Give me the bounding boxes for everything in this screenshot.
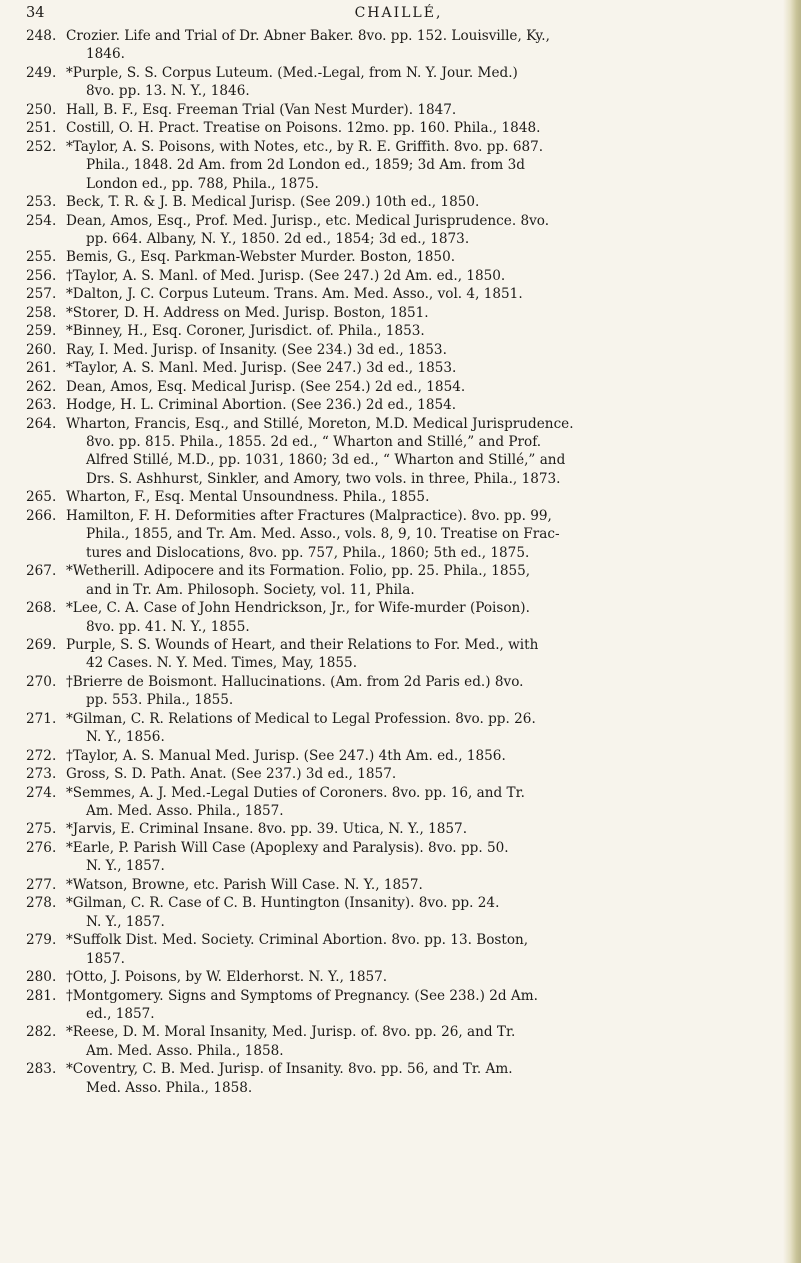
entry-continuation-line: and in Tr. Am. Philosoph. Society, vol. 11, Phila. — [86, 581, 415, 598]
bibliography-entry — [26, 636, 768, 673]
entry-number: 266. — [26, 507, 57, 524]
bibliography-entry — [26, 396, 768, 414]
entry-number: 272. — [26, 747, 57, 764]
bibliography-entry — [26, 341, 768, 359]
bibliography-entry — [26, 931, 768, 968]
entry-number: 279. — [26, 932, 57, 949]
bibliography-entry — [26, 378, 768, 396]
entry-text — [66, 285, 768, 303]
bibliography-entry — [26, 27, 768, 64]
entry-line: Wharton, F., Esq. Mental Unsoundness. Phila., 1855. — [66, 489, 430, 506]
entry-line: *Jarvis, E. Criminal Insane. 8vo. pp. 39. Utica, N. Y., 1857. — [66, 821, 468, 838]
entry-continuation-line: Med. Asso. Phila., 1858. — [86, 1079, 253, 1096]
entry-line: Hamilton, F. H. Deformities after Fractures (Malpractice). 8vo. pp. 99, — [66, 507, 552, 524]
entry-text — [66, 710, 768, 747]
bibliography-entry — [26, 138, 768, 193]
entry-number: 256. — [26, 267, 57, 284]
entry-continuation-line: London ed., pp. 788, Phila., 1875. — [86, 175, 319, 192]
entry-number: 248. — [26, 28, 57, 44]
bibliography-list — [26, 27, 768, 1097]
entry-number: 261. — [26, 360, 57, 377]
entry-text — [66, 839, 768, 876]
entry-text — [66, 599, 768, 636]
entry-continuation-line: pp. 553. Phila., 1855. — [86, 692, 234, 709]
bibliography-entry — [26, 839, 768, 876]
entry-line: †Montgomery. Signs and Symptoms of Pregnancy. (See 238.) 2d Am. — [66, 987, 538, 1004]
entry-text — [66, 673, 768, 710]
entry-line: Gross, S. D. Path. Anat. (See 237.) 3d ed., 1857. — [66, 766, 397, 783]
entry-text — [66, 987, 768, 1024]
entry-text — [66, 64, 768, 101]
entry-line: †Brierre de Boismont. Hallucinations. (Am. from 2d Paris ed.) 8vo. — [66, 673, 524, 690]
entry-text — [66, 820, 768, 838]
entry-line: *Semmes, A. J. Med.-Legal Duties of Coroners. 8vo. pp. 16, and Tr. — [66, 784, 525, 801]
entry-line: †Otto, J. Poisons, by W. Elderhorst. N. Y., 1857. — [66, 969, 388, 986]
bibliography-entry — [26, 673, 768, 710]
bibliography-entry — [26, 876, 768, 894]
bibliography-entry — [26, 285, 768, 303]
bibliography-entry — [26, 488, 768, 506]
bibliography-entry — [26, 193, 768, 211]
bibliography-entry — [26, 747, 768, 765]
entry-line: Crozier. Life and Trial of Dr. Abner Baker. 8vo. pp. 152. Louisville, Ky., — [66, 28, 550, 44]
entry-text — [66, 415, 768, 489]
entry-line: Ray, I. Med. Jurisp. of Insanity. (See 234.) 3d ed., 1853. — [66, 341, 447, 358]
entry-continuation-line: 8vo. pp. 815. Phila., 1855. 2d ed., “ Wharton and Stillé,” and Prof. — [86, 433, 542, 450]
entry-line: Dean, Amos, Esq., Prof. Med. Jurisp., etc. Medical Jurisprudence. 8vo. — [66, 212, 550, 229]
entry-text — [66, 894, 768, 931]
entry-text — [66, 396, 768, 414]
entry-number: 264. — [26, 415, 57, 432]
running-head: CHAILLÉ, — [354, 5, 443, 21]
entry-line: Wharton, Francis, Esq., and Stillé, Moreton, M.D. Medical Jurisprudence. — [66, 415, 574, 432]
entry-line: *Dalton, J. C. Corpus Luteum. Trans. Am. Med. Asso., vol. 4, 1851. — [66, 286, 523, 303]
bibliography-entry — [26, 119, 768, 137]
entry-text — [66, 212, 768, 249]
entry-text — [66, 636, 768, 673]
entry-text — [66, 304, 768, 322]
entry-line: *Gilman, C. R. Case of C. B. Huntington (Insanity). 8vo. pp. 24. — [66, 895, 500, 912]
entry-number: 280. — [26, 969, 57, 986]
entry-number: 250. — [26, 101, 57, 118]
entry-line: *Reese, D. M. Moral Insanity, Med. Jurisp. of. 8vo. pp. 26, and Tr. — [66, 1024, 516, 1041]
entry-text — [66, 876, 768, 894]
bibliography-entry — [26, 710, 768, 747]
entry-number: 268. — [26, 600, 57, 617]
bibliography-entry — [26, 64, 768, 101]
entry-text — [66, 931, 768, 968]
entry-line: *Wetherill. Adipocere and its Formation. Folio, pp. 25. Phila., 1855, — [66, 563, 531, 580]
entry-line: Beck, T. R. & J. B. Medical Jurisp. (See 209.) 10th ed., 1850. — [66, 194, 480, 211]
entry-continuation-line: 1846. — [86, 46, 125, 63]
entry-number: 269. — [26, 636, 57, 653]
entry-text — [66, 138, 768, 193]
entry-continuation-line: Drs. S. Ashhurst, Sinkler, and Amory, two vols. in three, Phila., 1873. — [86, 470, 561, 487]
bibliography-entry — [26, 1060, 768, 1097]
entry-number: 259. — [26, 323, 57, 340]
entry-continuation-line: pp. 664. Albany, N. Y., 1850. 2d ed., 1854; 3d ed., 1873. — [86, 230, 470, 247]
bibliography-entry — [26, 765, 768, 783]
bibliography-entry — [26, 987, 768, 1024]
bibliography-entry — [26, 599, 768, 636]
entry-continuation-line: Phila., 1855, and Tr. Am. Med. Asso., vols. 8, 9, 10. Treatise on Frac- — [86, 526, 560, 543]
entry-text — [66, 359, 768, 377]
entry-number: 263. — [26, 397, 57, 414]
entry-text — [66, 341, 768, 359]
entry-continuation-line: Phila., 1848. 2d Am. from 2d London ed., 1859; 3d Am. from 3d — [86, 157, 525, 174]
entry-text — [66, 1060, 768, 1097]
entry-line: *Suffolk Dist. Med. Society. Criminal Abortion. 8vo. pp. 13. Boston, — [66, 932, 529, 949]
entry-text — [66, 784, 768, 821]
entry-number: 249. — [26, 64, 57, 81]
bibliography-entry — [26, 267, 768, 285]
bibliography-entry — [26, 894, 768, 931]
bibliography-entry — [26, 359, 768, 377]
entry-text — [66, 507, 768, 562]
page-edge-shading — [783, 0, 801, 1263]
entry-continuation-line: Am. Med. Asso. Phila., 1857. — [86, 803, 284, 820]
entry-text — [66, 267, 768, 285]
entry-continuation-line: Alfred Stillé, M.D., pp. 1031, 1860; 3d ed., “ Wharton and Stillé,” and — [86, 452, 566, 469]
entry-line: Costill, O. H. Pract. Treatise on Poisons. 12mo. pp. 160. Phila., 1848. — [66, 120, 541, 137]
entry-number: 258. — [26, 304, 57, 321]
entry-continuation-line: 8vo. pp. 13. N. Y., 1846. — [86, 83, 250, 100]
entry-line: *Taylor, A. S. Manl. Med. Jurisp. (See 247.) 3d ed., 1853. — [66, 360, 457, 377]
entry-number: 257. — [26, 286, 57, 303]
entry-line: Hall, B. F., Esq. Freeman Trial (Van Nest Murder). 1847. — [66, 101, 457, 118]
bibliography-entry — [26, 415, 768, 489]
entry-continuation-line: 8vo. pp. 41. N. Y., 1855. — [86, 618, 250, 635]
bibliography-entry — [26, 562, 768, 599]
entry-number: 278. — [26, 895, 57, 912]
page-header — [26, 5, 771, 27]
bibliography-entry — [26, 248, 768, 266]
entry-line: *Taylor, A. S. Poisons, with Notes, etc., by R. E. Griffith. 8vo. pp. 687. — [66, 138, 544, 155]
bibliography-entry — [26, 212, 768, 249]
entry-line: †Taylor, A. S. Manl. of Med. Jurisp. (See 247.) 2d Am. ed., 1850. — [66, 267, 506, 284]
entry-line: *Gilman, C. R. Relations of Medical to Legal Profession. 8vo. pp. 26. — [66, 710, 536, 727]
entry-line: †Taylor, A. S. Manual Med. Jurisp. (See 247.) 4th Am. ed., 1856. — [66, 747, 506, 764]
entry-number: 254. — [26, 212, 57, 229]
entry-continuation-line: N. Y., 1857. — [86, 913, 165, 930]
entry-continuation-line: 42 Cases. N. Y. Med. Times, May, 1855. — [86, 655, 358, 672]
entry-number: 283. — [26, 1061, 57, 1078]
bibliography-entry — [26, 784, 768, 821]
entry-number: 270. — [26, 673, 57, 690]
bibliography-entry — [26, 304, 768, 322]
entry-continuation-line: tures and Dislocations, 8vo. pp. 757, Phila., 1860; 5th ed., 1875. — [86, 544, 530, 561]
entry-line: *Storer, D. H. Address on Med. Jurisp. Boston, 1851. — [66, 304, 429, 321]
entry-number: 271. — [26, 710, 57, 727]
page-number: 34 — [26, 5, 45, 21]
entry-line: *Earle, P. Parish Will Case (Apoplexy and Paralysis). 8vo. pp. 50. — [66, 839, 509, 856]
bibliography-entry — [26, 968, 768, 986]
entry-number: 251. — [26, 120, 57, 137]
entry-text — [66, 747, 768, 765]
entry-number: 277. — [26, 876, 57, 893]
entry-text — [66, 765, 768, 783]
entry-number: 276. — [26, 839, 57, 856]
entry-text — [66, 101, 768, 119]
entry-continuation-line: Am. Med. Asso. Phila., 1858. — [86, 1042, 284, 1059]
entry-line: *Coventry, C. B. Med. Jurisp. of Insanity. 8vo. pp. 56, and Tr. Am. — [66, 1061, 513, 1078]
entry-number: 260. — [26, 341, 57, 358]
entry-number: 281. — [26, 987, 57, 1004]
entry-line: Dean, Amos, Esq. Medical Jurisp. (See 254.) 2d ed., 1854. — [66, 378, 466, 395]
entry-text — [66, 193, 768, 211]
entry-number: 255. — [26, 249, 57, 266]
entry-continuation-line: 1857. — [86, 950, 125, 967]
entry-text — [66, 322, 768, 340]
entry-text — [66, 378, 768, 396]
entry-continuation-line: N. Y., 1857. — [86, 858, 165, 875]
entry-line: *Purple, S. S. Corpus Luteum. (Med.-Legal, from N. Y. Jour. Med.) — [66, 64, 518, 81]
bibliography-entry — [26, 322, 768, 340]
entry-line: Bemis, G., Esq. Parkman-Webster Murder. Boston, 1850. — [66, 249, 456, 266]
entry-text — [66, 248, 768, 266]
entry-text — [66, 119, 768, 137]
entry-number: 253. — [26, 194, 57, 211]
entry-number: 275. — [26, 821, 57, 838]
bibliography-entry — [26, 507, 768, 562]
entry-text — [66, 1023, 768, 1060]
entry-number: 267. — [26, 563, 57, 580]
entry-continuation-line: ed., 1857. — [86, 1006, 155, 1023]
entry-number: 282. — [26, 1024, 57, 1041]
entry-line: Purple, S. S. Wounds of Heart, and their Relations to For. Med., with — [66, 636, 539, 653]
entry-number: 274. — [26, 784, 57, 801]
entry-number: 265. — [26, 489, 57, 506]
entry-line: *Lee, C. A. Case of John Hendrickson, Jr., for Wife-murder (Poison). — [66, 600, 530, 617]
entry-line: *Binney, H., Esq. Coroner, Jurisdict. of. Phila., 1853. — [66, 323, 425, 340]
entry-text — [66, 27, 768, 64]
entry-number: 273. — [26, 766, 57, 783]
entry-continuation-line: N. Y., 1856. — [86, 729, 165, 746]
entry-number: 262. — [26, 378, 57, 395]
entry-number: 252. — [26, 138, 57, 155]
entry-text — [66, 562, 768, 599]
entry-text — [66, 488, 768, 506]
bibliography-entry — [26, 1023, 768, 1060]
entry-line: Hodge, H. L. Criminal Abortion. (See 236.) 2d ed., 1854. — [66, 397, 457, 414]
entry-text — [66, 968, 768, 986]
bibliography-entry — [26, 101, 768, 119]
bibliography-entry — [26, 820, 768, 838]
entry-line: *Watson, Browne, etc. Parish Will Case. N. Y., 1857. — [66, 876, 423, 893]
